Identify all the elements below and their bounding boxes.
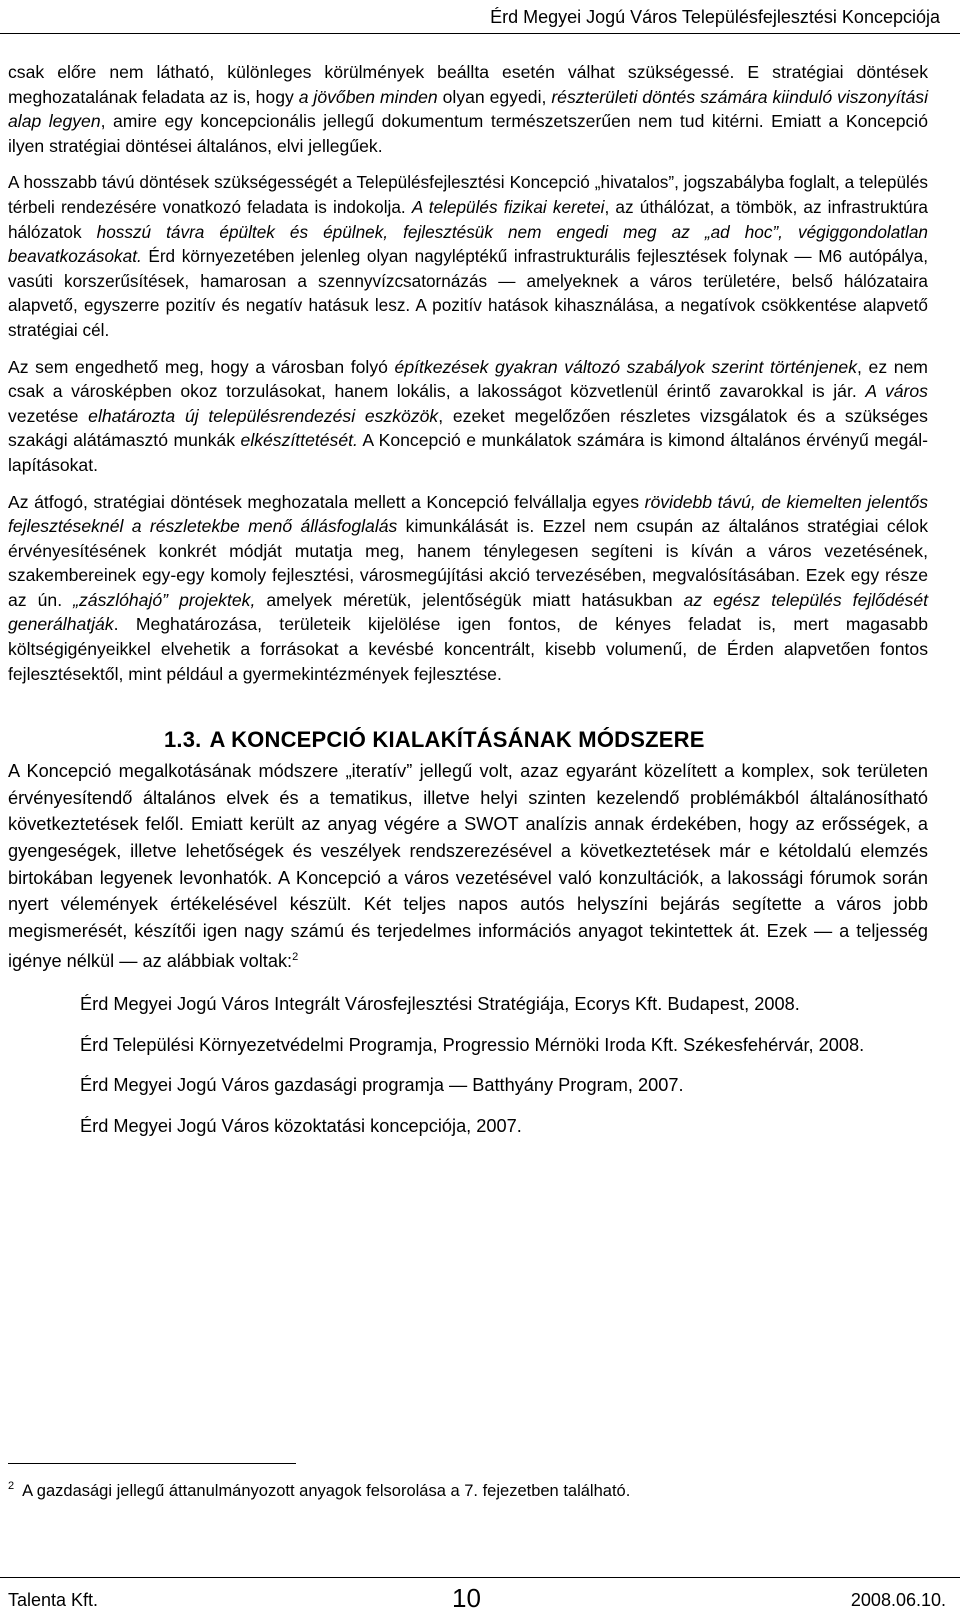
footnote-divider — [8, 1463, 296, 1464]
italic-run: a jövőben minden — [298, 86, 438, 107]
text-run: , az úthálózat, a tömbök, az infrastruktúra hálózatok — [8, 196, 928, 242]
text-run: . Meghatározása, területeik kijelölése igen fontos, de kényes feladat is, mert magasabb költségigényeikkel elvehetik a forrásokat a kevésbé koncentrált, kisebb volumenű, de Érden alapvetően fontos fejlesztésektől, mint például a gyermekintézmények fejlesztése. — [8, 614, 928, 684]
section-number: 1.3. — [164, 727, 202, 753]
list-item — [8, 991, 928, 1018]
italic-run: elhatározta új településrendezési eszközök — [88, 405, 439, 426]
text-run: , ez nem csak a városképben okoz torzulásokat, hanem lokális, a lakosságot közvetlenül érintő zavarokkal is jár. — [8, 356, 928, 402]
list-item-text: Érd Megyei Jogú Város közoktatási koncepciója, 2007. — [80, 1115, 522, 1136]
list-item-text: Érd Települési Környezetvédelmi Programja, Progressio Mérnöki Iroda Kft. Székesfehérvár, 2008. — [80, 1034, 865, 1055]
text-run: vezetése — [8, 405, 89, 426]
list-item-text: Érd Megyei Jogú Város gazdasági programja — Batthyány Program, 2007. — [80, 1075, 684, 1096]
italic-run: „zászlóhajó” projektek, — [73, 589, 256, 610]
italic-run: az egész település fejlődését generálhatják — [8, 589, 928, 635]
footnote-number: 2 — [8, 1480, 15, 1492]
text-run: Az sem engedhető meg, hogy a városban folyó — [8, 356, 395, 377]
text-run: amelyek méretük, jelentőségük miatt hatásukban — [255, 589, 684, 610]
page-content — [8, 60, 928, 1153]
italic-run: rövidebb távú, de kiemelten jelentős fejlesztéseknél a részletekbe menő állásfoglalás — [8, 491, 928, 537]
section-title: A KONCEPCIÓ KIALAKÍTÁSÁNAK MÓDSZERE — [209, 727, 705, 753]
text-run: , amire egy koncepcionális jellegű dokumentum természetszerűen nem tud kitérni. Emiatt a Koncepció ilyen stratégiai döntései általános, elvi jellegűek. — [8, 111, 928, 156]
footer-date: 2008.06.10. — [850, 1590, 946, 1610]
paragraph-strategic-decisions — [8, 60, 928, 158]
text-run: , ezeket megelőzően részletes vizsgálatok és a szükséges szakági alátámasztó munkák — [8, 405, 928, 451]
text-run: Az átfogó, stratégiai döntések meghozatala mellett a Koncepció felvállalja egyes — [8, 491, 645, 512]
italic-run: A település fizikai keretei — [411, 196, 605, 217]
paragraph-construction-rules — [8, 355, 928, 478]
italic-run: hosszú távra épültek és épülnek, fejlesztésük nem engedi meg az „ad hoc”, végiggondolatlan beavatkozásokat. — [8, 221, 928, 267]
paragraph-method — [8, 758, 928, 975]
paragraph-long-term-decisions — [8, 170, 928, 342]
text-run: Érd környezetében jelenleg olyan nagyléptékű infrastrukturális fejlesztések folynak — M6 autópálya, vasúti korszerűsítések, hamarosan a szennyvízcsatornázás — amelyeknek a város területére, belső hálózataira alapvető, egyszerre pozitív és negatív hatásuk lesz. A pozitív hatások kihasználása, a negatívok csökkentése alapvető stratégiai cél. — [8, 246, 928, 340]
reference-list — [8, 991, 928, 1139]
list-item — [8, 1032, 928, 1059]
italic-run: részterületi döntés számára kiinduló viszonyítási alap legyen — [8, 86, 928, 132]
italic-run: építkezések gyakran változó szabályok szerint történjenek — [394, 356, 858, 377]
text-run: A Koncepció e munkálatok számára is kimond általános érvényű megállapításokat. — [8, 430, 928, 475]
page-header — [0, 0, 960, 34]
paragraph-flagship-projects — [8, 490, 928, 687]
list-item — [8, 1113, 928, 1140]
text-run: A Koncepció megalkotásának módszere „iteratív” jellegű volt, azaz egyaránt közelített a komplex, sok területen érvényesítendő általános elvek és a tematikus, illetve helyi szinten kezelendő problémákból általánosítható következtetések felől. Emiatt került az anyag végére a SWOT analízis annak érdekében, hogy az erősségek, a gyengeségek, illetve lehetőségek és veszélyek rendszerezésével a következtetések már e kétoldalú elemzés birtokában legyenek levonhatók. A Koncepció a város vezetésével való konzultációk, a lakossági fórumok során nyert vélemények értékelésével készült. Két teljes napos autós helyszíni bejárás segítette a város jobb megismerését, készítői igen nagy számú és terjedelmes információs anyagot tekintettek át. Ezek — a teljesség igénye nélkül — az alábbiak voltak: — [8, 761, 928, 972]
footnote — [8, 1474, 630, 1503]
text-run: olyan egyedi, — [437, 86, 552, 107]
document-title: Érd Megyei Jogú Város Településfejlesztési Koncepciója — [490, 7, 940, 27]
text-run: csak előre nem látható, különleges körülmények beállta esetén válhat szükségessé. E stratégiai döntések meghozatalának feladata az is, hogy — [8, 62, 928, 107]
page-footer — [0, 1577, 960, 1618]
footer-company: Talenta Kft. — [8, 1590, 99, 1610]
list-item-text: Érd Megyei Jogú Város Integrált Városfejlesztési Stratégiája, Ecorys Kft. Budapest, 2008. — [80, 994, 800, 1015]
list-item — [8, 1072, 928, 1099]
footnote-text: A gazdasági jellegű áttanulmányozott anyagok felsorolása a 7. fejezetben található. — [22, 1482, 631, 1500]
italic-run: elkészíttetését. — [240, 430, 358, 451]
footnote-reference[interactable]: 2 — [292, 951, 299, 964]
page-number: 10 — [452, 1583, 481, 1613]
italic-run: A város — [865, 381, 928, 402]
section-heading — [164, 726, 928, 754]
text-run: A hosszabb távú döntések szükségességét a Településfejlesztési Koncepció „hivatalos”, jogszabályba foglalt, a település térbeli rendezésére vonatkozó feladata is indokolja. — [8, 172, 928, 217]
text-run: kimunkálását is. Ezzel nem csupán az általános stratégiai célok érvényesítésének konkrét módját mutatja meg, hanem ténylegesen segíteni is kíván a város vezetésének, szakembereinek egy-egy komoly fejlesztési, városmegújítási akció tervezésében, megvalósításában. Ezek egy része az ún. — [8, 516, 928, 610]
